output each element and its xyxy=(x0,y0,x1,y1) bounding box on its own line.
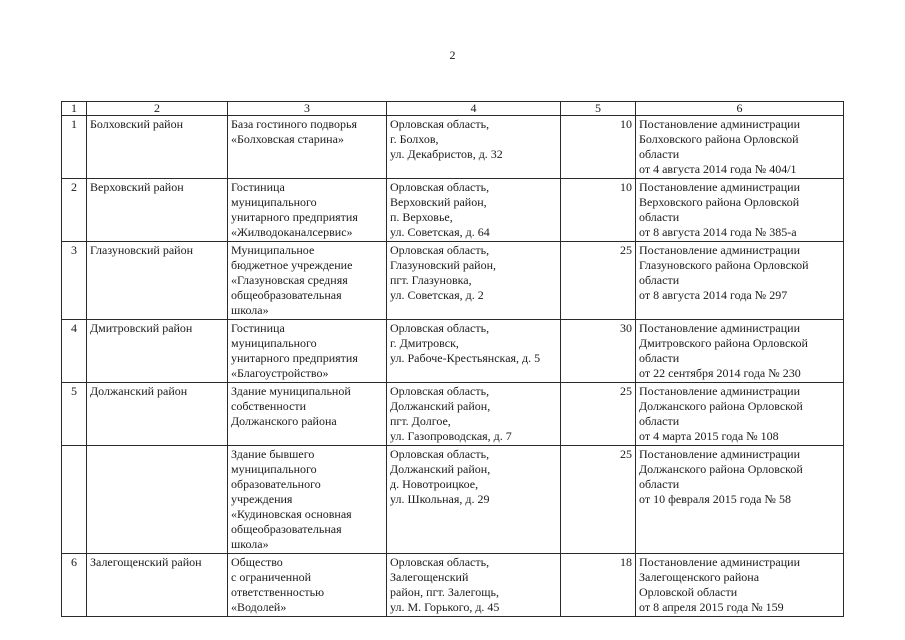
facility-cell xyxy=(228,116,387,179)
cell-line: Верховский район, xyxy=(390,195,487,209)
cell-line: д. Новотроицкое, xyxy=(390,477,479,491)
district-cell xyxy=(87,446,228,554)
row-number-cell: 3 xyxy=(62,242,87,320)
cell-line: ул. Школьная, д. 29 xyxy=(390,492,490,506)
cell-line: собственности xyxy=(231,399,307,413)
cell-line: Постановление администрации xyxy=(639,555,801,569)
address-cell xyxy=(387,320,561,383)
cell-line: Болховского района Орловской xyxy=(639,132,799,146)
row-number-cell: 1 xyxy=(62,116,87,179)
facility-cell xyxy=(228,242,387,320)
cell-line: Глазуновского района Орловской xyxy=(639,258,809,272)
cell-line: Постановление администрации xyxy=(639,243,801,257)
cell-line: от 22 сентября 2014 года № 230 xyxy=(639,366,801,380)
address-cell xyxy=(387,383,561,446)
cell-line: г. Болхов, xyxy=(390,132,439,146)
cell-line: Залегощенского района xyxy=(639,570,760,584)
cell-line: Дмитровского района Орловской xyxy=(639,336,808,350)
district-cell: Глазуновский район xyxy=(87,242,228,320)
cell-line: «Болховская старина» xyxy=(231,132,344,146)
cell-line: Залегощенский xyxy=(390,570,469,584)
cell-line: Постановление администрации xyxy=(639,384,801,398)
cell-line: Орловская область, xyxy=(390,117,490,131)
cell-line: ул. М. Горького, д. 45 xyxy=(390,600,500,614)
decree-cell xyxy=(636,383,844,446)
capacity-cell: 25 xyxy=(561,383,636,446)
decree-cell xyxy=(636,446,844,554)
column-header: 1 xyxy=(62,102,87,116)
cell-line: Орловская область, xyxy=(390,447,490,461)
row-number-cell: 6 xyxy=(62,554,87,617)
cell-line: от 8 августа 2014 года № 297 xyxy=(639,288,788,302)
cell-line: муниципального xyxy=(231,195,317,209)
decree-cell xyxy=(636,242,844,320)
cell-line: унитарного предприятия xyxy=(231,351,358,365)
address-cell xyxy=(387,116,561,179)
cell-line: области xyxy=(639,147,680,161)
cell-line: области xyxy=(639,273,680,287)
cell-line: с ограниченной xyxy=(231,570,312,584)
cell-line: ул. Рабоче-Крестьянская, д. 5 xyxy=(390,351,541,365)
cell-line: ул. Декабристов, д. 32 xyxy=(390,147,503,161)
cell-line: Муниципальное xyxy=(231,243,315,257)
decree-cell xyxy=(636,320,844,383)
table-row xyxy=(62,554,844,617)
cell-line: Должанский район, xyxy=(390,462,491,476)
cell-line: от 8 апреля 2015 года № 159 xyxy=(639,600,784,614)
cell-line: Здание бывшего xyxy=(231,447,315,461)
address-cell xyxy=(387,446,561,554)
cell-line: п. Верховье, xyxy=(390,210,453,224)
cell-line: Постановление администрации xyxy=(639,117,801,131)
district-cell: Болховский район xyxy=(87,116,228,179)
cell-line: школа» xyxy=(231,303,269,317)
cell-line: муниципального xyxy=(231,336,317,350)
cell-line: «Водолей» xyxy=(231,600,287,614)
cell-line: Орловская область, xyxy=(390,555,490,569)
cell-line: учреждения xyxy=(231,492,293,506)
cell-line: Гостиница xyxy=(231,321,285,335)
cell-line: Орловская область, xyxy=(390,180,490,194)
row-number-cell xyxy=(62,446,87,554)
district-cell: Залегощенский район xyxy=(87,554,228,617)
table-row xyxy=(62,446,844,554)
cell-line: области xyxy=(639,210,680,224)
cell-line: ул. Газопроводская, д. 7 xyxy=(390,429,512,443)
cell-line: База гостиного подворья xyxy=(231,117,357,131)
cell-line: общеобразовательная xyxy=(231,288,342,302)
facility-cell xyxy=(228,320,387,383)
cell-line: Постановление администрации xyxy=(639,180,801,194)
cell-line: от 8 августа 2014 года № 385-а xyxy=(639,225,797,239)
cell-line: Должанский район, xyxy=(390,399,491,413)
cell-line: Глазуновский район, xyxy=(390,258,497,272)
address-cell xyxy=(387,242,561,320)
capacity-cell: 25 xyxy=(561,242,636,320)
cell-line: Должанского района Орловской xyxy=(639,399,803,413)
cell-line: общеобразовательная xyxy=(231,522,342,536)
capacity-cell: 10 xyxy=(561,179,636,242)
cell-line: ул. Советская, д. 64 xyxy=(390,225,490,239)
cell-line: пгт. Долгое, xyxy=(390,414,451,428)
column-header: 3 xyxy=(228,102,387,116)
cell-line: Постановление администрации xyxy=(639,447,801,461)
capacity-cell: 30 xyxy=(561,320,636,383)
cell-line: от 4 августа 2014 года № 404/1 xyxy=(639,162,797,176)
column-header: 5 xyxy=(561,102,636,116)
cell-line: образовательного xyxy=(231,477,321,491)
address-cell xyxy=(387,554,561,617)
cell-line: Общество xyxy=(231,555,283,569)
district-cell: Должанский район xyxy=(87,383,228,446)
cell-line: ответственностью xyxy=(231,585,325,599)
page-number: 2 xyxy=(449,48,456,62)
facility-cell xyxy=(228,446,387,554)
column-header: 6 xyxy=(636,102,844,116)
cell-line: Орловской области xyxy=(639,585,738,599)
table-row xyxy=(62,383,844,446)
capacity-cell: 18 xyxy=(561,554,636,617)
cell-line: г. Дмитровск, xyxy=(390,336,459,350)
cell-line: «Жилводоканалсервис» xyxy=(231,225,353,239)
cell-line: Здание муниципальной xyxy=(231,384,351,398)
facility-cell xyxy=(228,554,387,617)
row-number-cell: 2 xyxy=(62,179,87,242)
facility-cell xyxy=(228,383,387,446)
cell-line: Орловская область, xyxy=(390,243,490,257)
decree-cell xyxy=(636,179,844,242)
cell-line: от 10 февраля 2015 года № 58 xyxy=(639,492,791,506)
cell-line: Должанского района xyxy=(231,414,337,428)
cell-line: школа» xyxy=(231,537,269,551)
cell-line: ул. Советская, д. 2 xyxy=(390,288,484,302)
facilities-table xyxy=(61,101,844,617)
column-number-header-row xyxy=(62,102,844,116)
cell-line: области xyxy=(639,414,680,428)
cell-line: бюджетное учреждение xyxy=(231,258,353,272)
table-row xyxy=(62,320,844,383)
cell-line: район, пгт. Залегощь, xyxy=(390,585,499,599)
cell-line: Гостиница xyxy=(231,180,285,194)
cell-line: «Благоустройство» xyxy=(231,366,329,380)
cell-line: пгт. Глазуновка, xyxy=(390,273,472,287)
cell-line: Постановление администрации xyxy=(639,321,801,335)
cell-line: «Глазуновская средняя xyxy=(231,273,348,287)
capacity-cell: 25 xyxy=(561,446,636,554)
capacity-cell: 10 xyxy=(561,116,636,179)
table-row xyxy=(62,116,844,179)
cell-line: Орловская область, xyxy=(390,321,490,335)
cell-line: области xyxy=(639,351,680,365)
district-cell: Верховский район xyxy=(87,179,228,242)
district-cell: Дмитровский район xyxy=(87,320,228,383)
row-number-cell: 5 xyxy=(62,383,87,446)
column-header: 4 xyxy=(387,102,561,116)
cell-line: Должанского района Орловской xyxy=(639,462,803,476)
column-header: 2 xyxy=(87,102,228,116)
row-number-cell: 4 xyxy=(62,320,87,383)
cell-line: области xyxy=(639,477,680,491)
cell-line: от 4 марта 2015 года № 108 xyxy=(639,429,779,443)
cell-line: унитарного предприятия xyxy=(231,210,358,224)
cell-line: «Кудиновская основная xyxy=(231,507,352,521)
facility-cell xyxy=(228,179,387,242)
table-row xyxy=(62,242,844,320)
cell-line: муниципального xyxy=(231,462,317,476)
cell-line: Орловская область, xyxy=(390,384,490,398)
cell-line: Верховского района Орловской xyxy=(639,195,800,209)
decree-cell xyxy=(636,554,844,617)
table-row xyxy=(62,179,844,242)
address-cell xyxy=(387,179,561,242)
decree-cell xyxy=(636,116,844,179)
